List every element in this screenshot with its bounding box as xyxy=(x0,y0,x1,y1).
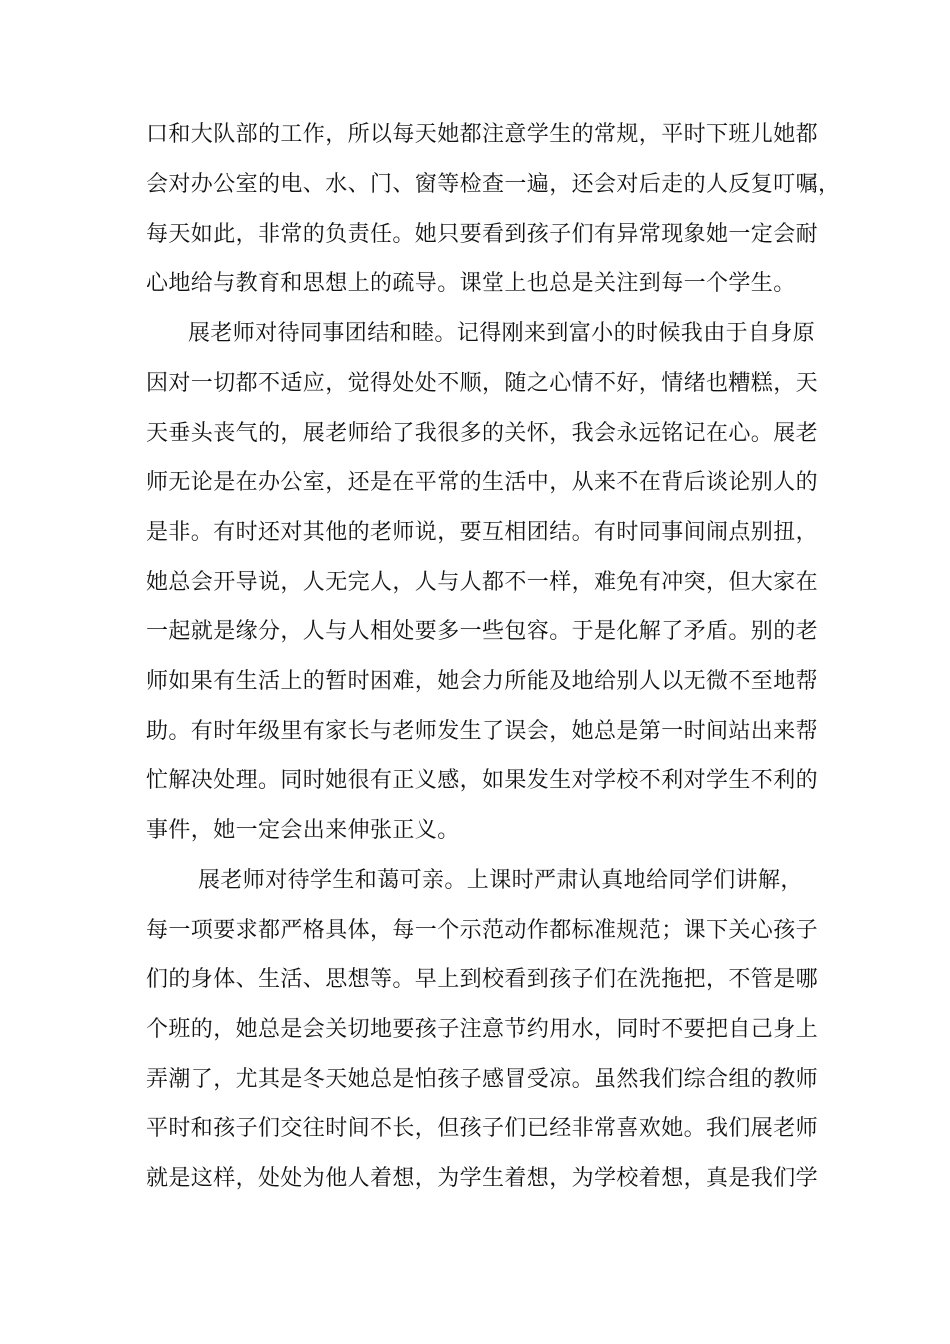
text-line: 们的身体、生活、思想等。早上到校看到孩子们在洗拖把，不管是哪 xyxy=(146,967,819,992)
text-line: 就是这样，处处为他人着想，为学生着想，为学校着想，真是我们学 xyxy=(146,1166,819,1191)
text-line: 天垂头丧气的，展老师给了我很多的关怀，我会永远铭记在心。展老 xyxy=(146,421,819,446)
text-line: 心地给与教育和思想上的疏导。课堂上也总是关注到每一个学生。 xyxy=(146,271,796,296)
text-line: 会对办公室的电、水、门、窗等检查一遍，还会对后走的人反复叮嘱， xyxy=(146,172,841,197)
text-line: 口和大队部的工作，所以每天她都注意学生的常规，平时下班儿她都 xyxy=(146,122,819,147)
text-line: 每天如此，非常的负责任。她只要看到孩子们有异常现象她一定会耐 xyxy=(146,222,819,247)
text-line: 是非。有时还对其他的老师说，要互相团结。有时同事间闹点别扭， xyxy=(146,520,819,545)
paragraph-first-line: 展老师对待同事团结和睦。记得刚来到富小的时候我由于自身原 xyxy=(188,321,816,346)
text-line: 个班的，她总是会关切地要孩子注意节约用水，同时不要把自己身上 xyxy=(146,1017,819,1042)
text-line: 忙解决处理。同时她很有正义感，如果发生对学校不利对学生不利的 xyxy=(146,768,819,793)
text-line: 每一项要求都严格具体，每一个示范动作都标准规范；课下关心孩子 xyxy=(146,918,819,943)
text-line: 平时和孩子们交往时间不长，但孩子们已经非常喜欢她。我们展老师 xyxy=(146,1116,819,1141)
text-line: 助。有时年级里有家长与老师发生了误会，她总是第一时间站出来帮 xyxy=(146,719,819,744)
paragraph-first-line: 展老师对待学生和蔼可亲。上课时严肃认真地给同学们讲解， xyxy=(198,868,803,893)
text-line: 一起就是缘分，人与人相处要多一些包容。于是化解了矛盾。别的老 xyxy=(146,619,819,644)
text-line: 弄潮了，尤其是冬天她总是怕孩子感冒受凉。虽然我们综合组的教师 xyxy=(146,1067,819,1092)
text-line: 她总会开导说，人无完人，人与人都不一样，难免有冲突，但大家在 xyxy=(146,570,819,595)
text-line: 事件，她一定会出来伸张正义。 xyxy=(146,818,460,843)
text-line: 师无论是在办公室，还是在平常的生活中，从来不在背后谈论别人的 xyxy=(146,470,819,495)
text-line: 师如果有生活上的暂时困难，她会力所能及地给别人以无微不至地帮 xyxy=(146,669,819,694)
text-line: 因对一切都不适应，觉得处处不顺，随之心情不好，情绪也糟糕，天 xyxy=(146,371,819,396)
